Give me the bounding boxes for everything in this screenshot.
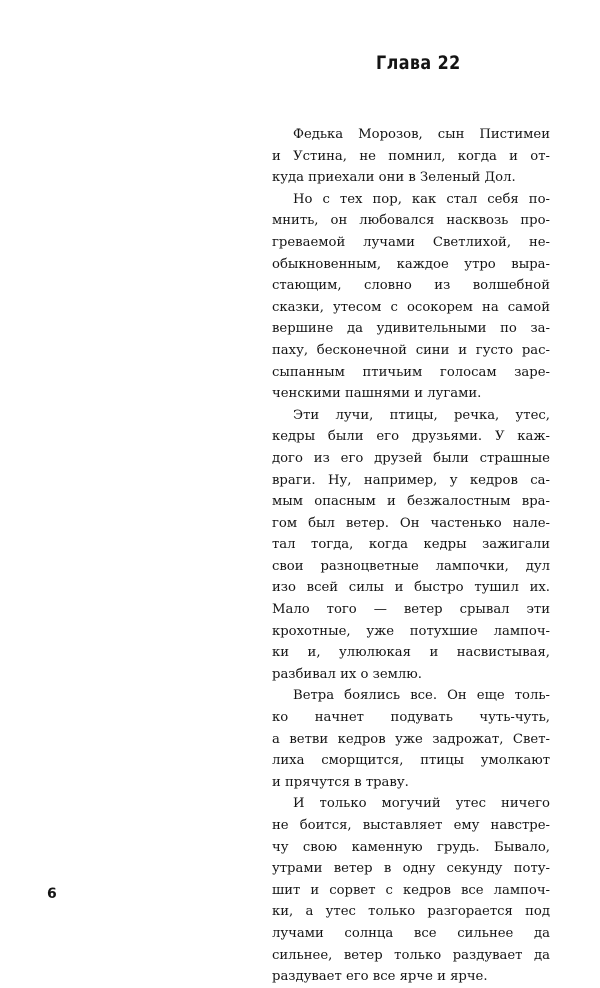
text-line: сыпанным птичьим голосам заре- [272,364,550,380]
text-line: не боится, выставляет ему навстре- [272,818,550,833]
text-line: а ветви кедров уже задрожат, Свет- [272,731,550,747]
text-line: Мало того — ветер срывал эти [272,602,550,618]
text-line: вершине да удивительными по за- [272,321,550,337]
text-line: раздувает его все ярче и ярче. [272,969,488,985]
text-line: шит и сорвет с кедров все лампоч- [272,882,550,898]
paragraph [272,124,550,189]
paragraph [272,189,550,405]
text-line: тал тогда, когда кедры зажигали [272,537,550,553]
text-line: стающим, словно из волшебной [272,278,550,294]
text-line: утрами ветер в одну секунду поту- [272,861,550,877]
paragraph [272,685,550,793]
page-number: 6 [47,886,57,902]
text-line: ко начнет подувать чуть-чуть, [272,710,550,726]
text-line: свои разноцветные лампочки, дул [272,558,550,574]
paragraph [272,405,550,686]
text-line: паху, бесконечной сини и густо рас- [272,342,550,358]
text-line: ки, а утес только разгорается под [272,904,550,920]
text-line: изо всей силы и быстро тушил их. [272,580,550,596]
text-line: Эти лучи, птицы, речка, утес, [293,407,550,423]
text-line: лучами солнца все сильнее да [272,925,550,941]
text-line: чу свою каменную грудь. Бывало, [272,839,550,855]
text-line: Федька Морозов, сын Пистимеи [293,127,550,142]
text-line: мым опасным и безжалостным вра- [272,494,550,510]
text-line: куда приехали они в Зеленый Дол. [272,170,516,186]
text-line: лиха сморщится, птицы умолкают [272,753,550,769]
text-line: крохотные, уже потухшие лампоч- [272,623,550,639]
text-line: Но с тех пор, как стал себя по- [293,191,550,207]
text-line: ки и, улюлюкая и насвистывая, [272,645,550,661]
body-text [272,124,550,988]
text-line: сильнее, ветер только раздувает да [272,947,550,963]
text-line: кедры были его друзьями. У каж- [272,429,550,445]
text-line: и Устина, не помнил, когда и от- [272,148,550,164]
text-line: сказки, утесом с осокорем на самой [272,299,550,315]
text-line: и прячутся в траву. [272,774,409,790]
text-line: Ветра боялись все. Он еще толь- [293,688,550,704]
text-line: обыкновенным, каждое утро выра- [272,256,550,272]
text-line: греваемой лучами Светлихой, не- [272,234,550,250]
chapter-title: Глава 22 [376,52,461,74]
text-line: враги. Ну, например, у кедров са- [272,472,550,488]
text-line: разбивал их о землю. [272,666,422,682]
text-line: гом был ветер. Он частенько нале- [272,515,550,531]
text-line: дого из его друзей были страшные [272,450,550,466]
text-line: И только могучий утес ничего [293,796,550,812]
text-line: ченскими пашнями и лугами. [272,386,482,402]
text-line: мнить, он любовался насквозь про- [272,213,550,229]
